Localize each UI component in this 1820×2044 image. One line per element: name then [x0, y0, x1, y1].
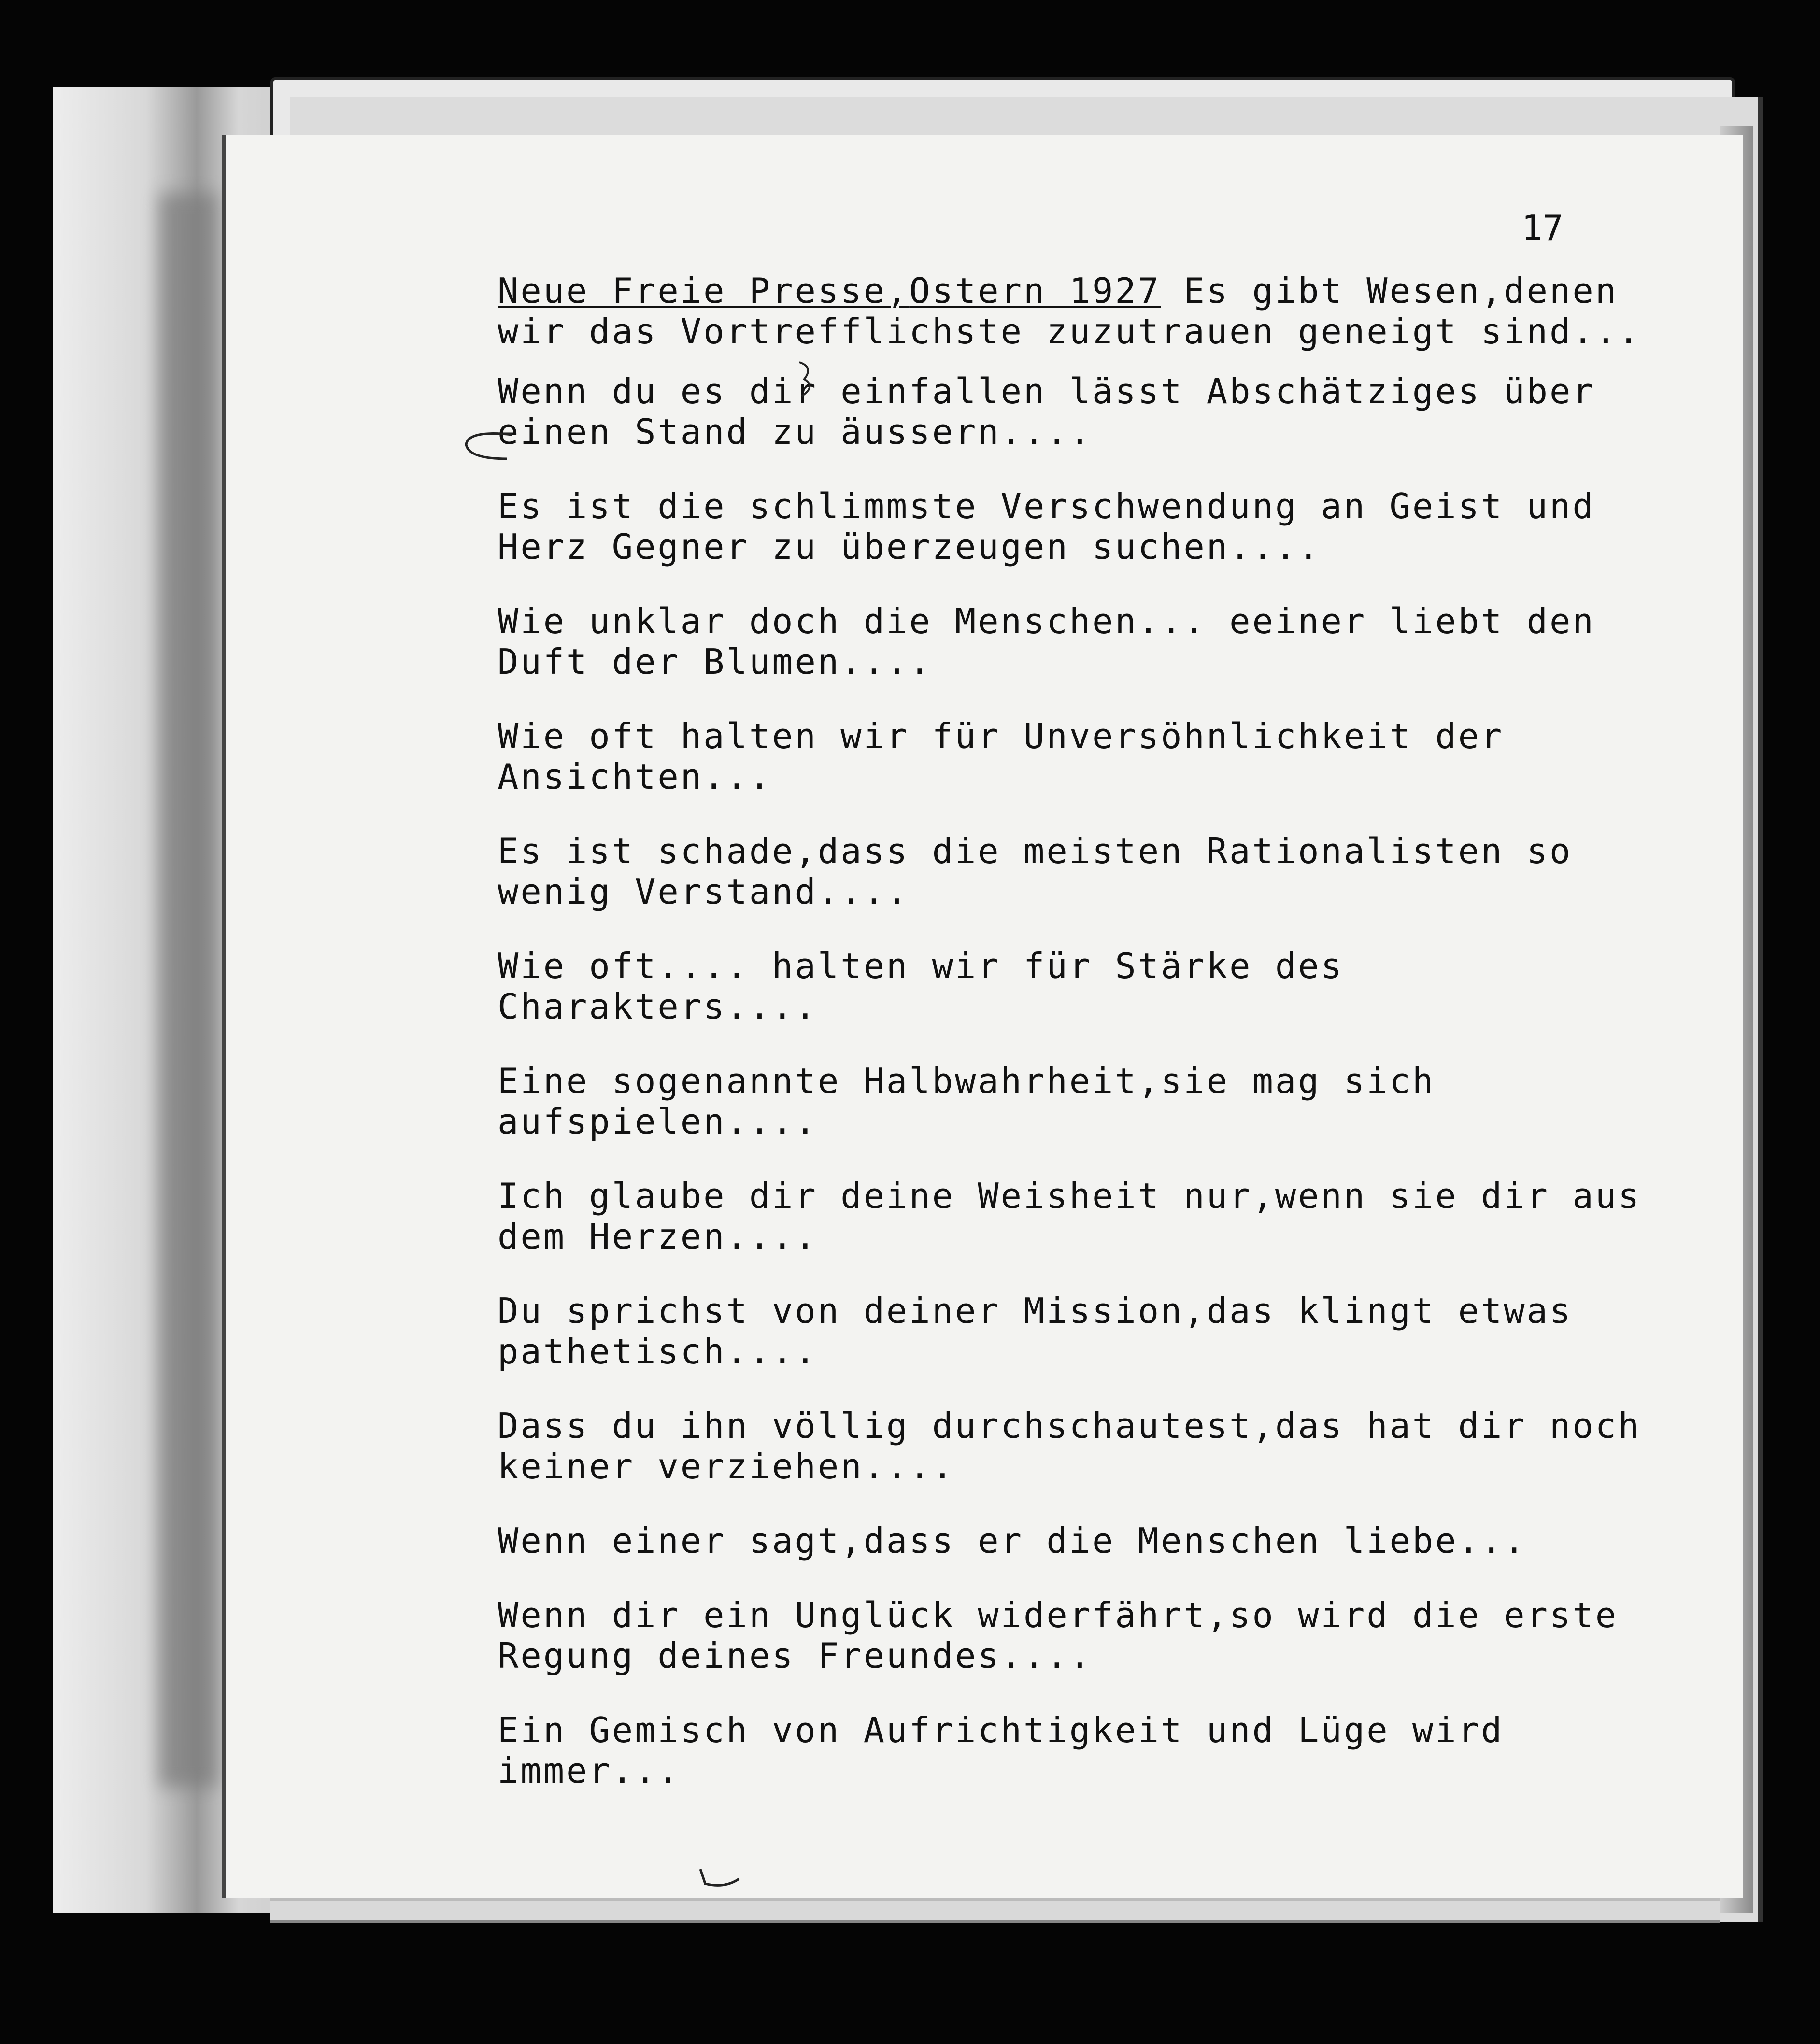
aphorism-8: Ich glaube dir deine Weisheit nur,wenn sie dir aus dem Herzen....: [498, 1176, 1664, 1257]
header-entry: [498, 270, 1657, 352]
handwritten-end-mark: [696, 1864, 754, 1893]
aphorism-11: Wenn einer sagt,dass er die Menschen liebe...: [498, 1520, 1527, 1561]
handwritten-correction-mark: [792, 357, 821, 401]
aphorism-10: Dass du ihn völlig durchschautest,das hat dir noch keiner verziehen....: [498, 1405, 1664, 1487]
aphorism-2: Es ist die schlimmste Verschwendung an Geist und Herz Gegner zu überzeugen suchen....: [498, 486, 1619, 567]
aphorism-3: Wie unklar doch die Menschen... eeiner liebt den Duft der Blumen....: [498, 601, 1619, 682]
aphorism-4: Wie oft halten wir für Unversöhnlichkeit der Ansichten...: [498, 716, 1527, 797]
aphorism-1: Wenn du es dir einfallen lässt Abschätziges über einen Stand zu äussern....: [498, 371, 1619, 452]
page-bottom-edges: [270, 1898, 1720, 1923]
aphorism-6: Wie oft.... halten wir für Stärke des Charakters....: [498, 946, 1367, 1027]
aphorism-7: Eine sogenannte Halbwahrheit,sie mag sich aufspielen....: [498, 1061, 1458, 1142]
aphorism-13: Ein Gemisch von Aufrichtigkeit und Lüge wird immer...: [498, 1710, 1527, 1791]
header-text: Es gibt Wesen,denen wir das Vortrefflichste zuzutrauen geneigt sind...: [498, 270, 1641, 352]
source-date: Ostern 1927: [909, 270, 1161, 311]
fold-shadow: [159, 193, 217, 1787]
page-number: 17: [1521, 208, 1564, 248]
source-name: Neue Freie Presse,: [498, 270, 910, 311]
aphorism-9: Du sprichst von deiner Mission,das klingt etwas pathetisch....: [498, 1291, 1595, 1372]
aphorism-5: Es ist schade,dass die meisten Rationalisten so wenig Verstand....: [498, 831, 1595, 912]
aphorism-list: [498, 270, 1664, 1825]
aphorism-12: Wenn dir ein Unglück widerfährt,so wird die erste Regung deines Freundes....: [498, 1595, 1641, 1676]
handwritten-bracket-mark: [459, 425, 517, 464]
